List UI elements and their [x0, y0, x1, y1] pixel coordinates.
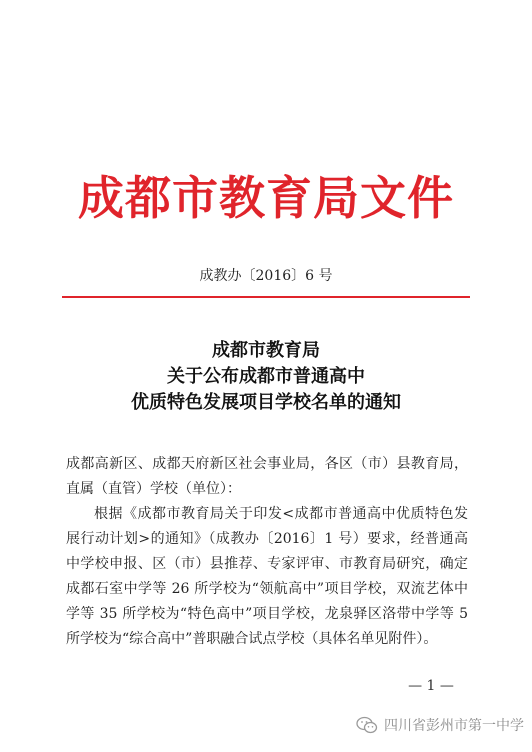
notice-body	[66, 452, 468, 652]
document-header-title: 成都市教育局文件	[78, 171, 454, 225]
red-divider-line	[62, 296, 470, 298]
recipients-paragraph: 成都高新区、成都天府新区社会事业局，各区（市）县教育局，直属（直管）学校（单位）：	[66, 456, 468, 497]
page-number: — 1 —	[408, 678, 454, 694]
notice-title-line-3: 优质特色发展项目学校名单的通知	[131, 392, 401, 413]
body-paragraph: 根据《成都市教育局关于印发<成都市普通高中优质特色发展行动计划>的通知》（成教办〔2016〕1 号）要求，经普通高中学校申报、区（市）县推荐、专家评审、市教育局研究，确定成都石室中学等 26 所学校为“领航高中”项目学校，双流艺体中学等 35 所学校为“特色高中”项目学校，龙泉驿区洛带中学等 5 所学校为“综合高中”普职融合试点学校（具体名单见附件）。	[66, 506, 468, 647]
document-number: 成教办〔2016〕6 号	[199, 268, 333, 284]
account-watermark	[356, 712, 524, 738]
watermark-text: 四川省彭州市第一中学	[384, 718, 524, 734]
notice-title	[0, 338, 532, 416]
wechat-icon	[356, 716, 378, 734]
notice-title-line-2: 关于公布成都市普通高中	[167, 366, 365, 387]
notice-title-line-1: 成都市教育局	[212, 340, 320, 361]
